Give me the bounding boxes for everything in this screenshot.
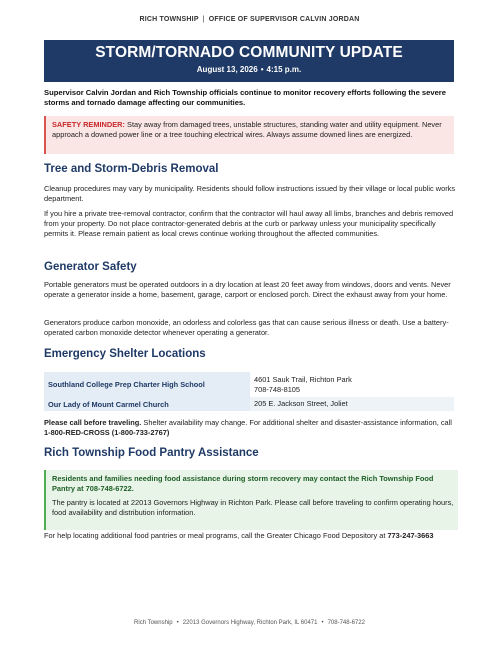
footer-name: Rich Township [134, 620, 173, 626]
tree-paragraph-2: If you hire a private tree-removal contractor, confirm that the contractor will haul away all limbs, branches and debris removed from your property. Do not place contractor-generated debris at the curb or parkway unless your municipality specifically permits it. Please remain patient as local crews continue working throughout the affected communities. [44, 209, 454, 238]
dateline [44, 65, 454, 74]
tree-heading: Tree and Storm-Debris Removal [44, 163, 219, 175]
shelter-address: 4601 Sauk Trail, Richton Park [254, 375, 352, 384]
shelter-name: Southland College Prep Charter High School [44, 372, 250, 397]
office-name: OFFICE OF SUPERVISOR CALVIN JORDAN [208, 16, 360, 23]
pantry-lead: Residents and families needing food assistance during storm recovery may contact the Rich Township Food Pantry at 708-748-6722. [52, 474, 434, 493]
shelter-table [44, 372, 454, 411]
update-date: August 13, 2026 [196, 65, 258, 74]
footer-bullet: • [176, 620, 179, 626]
page-title: STORM/TORNADO COMMUNITY UPDATE [95, 44, 403, 61]
pantry-heading: Rich Township Food Pantry Assistance [44, 447, 259, 459]
food-depository-phone: 773-247-3663 [387, 531, 434, 540]
header-separator: | [202, 16, 205, 23]
footer-bullet: • [321, 620, 324, 626]
shelter-note-lead: Please call before traveling. [44, 418, 142, 427]
shelter-name: Our Lady of Mount Carmel Church [44, 397, 250, 411]
safety-reminder-text: Stay away from damaged trees, unstable structures, standing water and utility equipment. Never approach a downed power line or a tree touching electrical wires. Always assume downed lines are energized. [52, 120, 442, 139]
letterhead [0, 16, 499, 23]
footer [0, 620, 499, 626]
footer-phone: 708-748-6722 [327, 620, 365, 626]
shelter-address-cell [250, 372, 454, 397]
pantry-body: The pantry is located at 22013 Governors Highway in Richton Park. Please call before traveling to confirm operating hours, food availability and distribution information. [52, 498, 454, 517]
safety-reminder-label: SAFETY REMINDER: [52, 120, 125, 129]
update-time: 4:15 p.m. [266, 65, 302, 74]
pantry-extra [44, 531, 456, 541]
shelter-phone: 708-748-8105 [254, 384, 301, 394]
dateline-bullet: • [260, 65, 264, 74]
shelter-address: 205 E. Jackson Street, Joliet [250, 397, 454, 411]
footer-address: 22013 Governors Highway, Richton Park, IL 60471 [182, 620, 318, 626]
tree-paragraph-1: Cleanup procedures may vary by municipality. Residents should follow instructions issued by their village or local public works department. [44, 184, 456, 203]
pantry-info-box [44, 470, 458, 530]
generator-paragraph-1: Portable generators must be operated outdoors in a dry location at least 20 feet away from windows, doors and vents. Never operate a generator inside a home, basement, garage, carport or enclosed porch. Direct the exhaust away from your home. [44, 280, 451, 299]
title-banner [44, 40, 454, 82]
generator-heading: Generator Safety [44, 261, 137, 273]
table-row [44, 397, 454, 411]
safety-reminder-box [44, 116, 454, 154]
table-row [44, 372, 454, 397]
red-cross-phone: 1-800-RED-CROSS (1-800-733-2767) [44, 428, 170, 437]
pantry-extra-text: For help locating additional food pantries or meal programs, call the Greater Chicago Food Depository at [44, 531, 388, 540]
shelter-heading: Emergency Shelter Locations [44, 348, 206, 360]
shelter-note-text: Shelter availability may change. For additional shelter and disaster-assistance information, call [141, 418, 452, 427]
shelter-note [44, 418, 456, 438]
org-name: RICH TOWNSHIP [139, 16, 199, 23]
intro-paragraph: Supervisor Calvin Jordan and Rich Township officials continue to monitor recovery efforts following the severe storms and tornado damage affecting our communities. [44, 88, 446, 107]
generator-paragraph-2: Generators produce carbon monoxide, an odorless and colorless gas that can cause serious illness or death. Use a battery-operated carbon monoxide detector whenever operating a generator. [44, 318, 449, 337]
